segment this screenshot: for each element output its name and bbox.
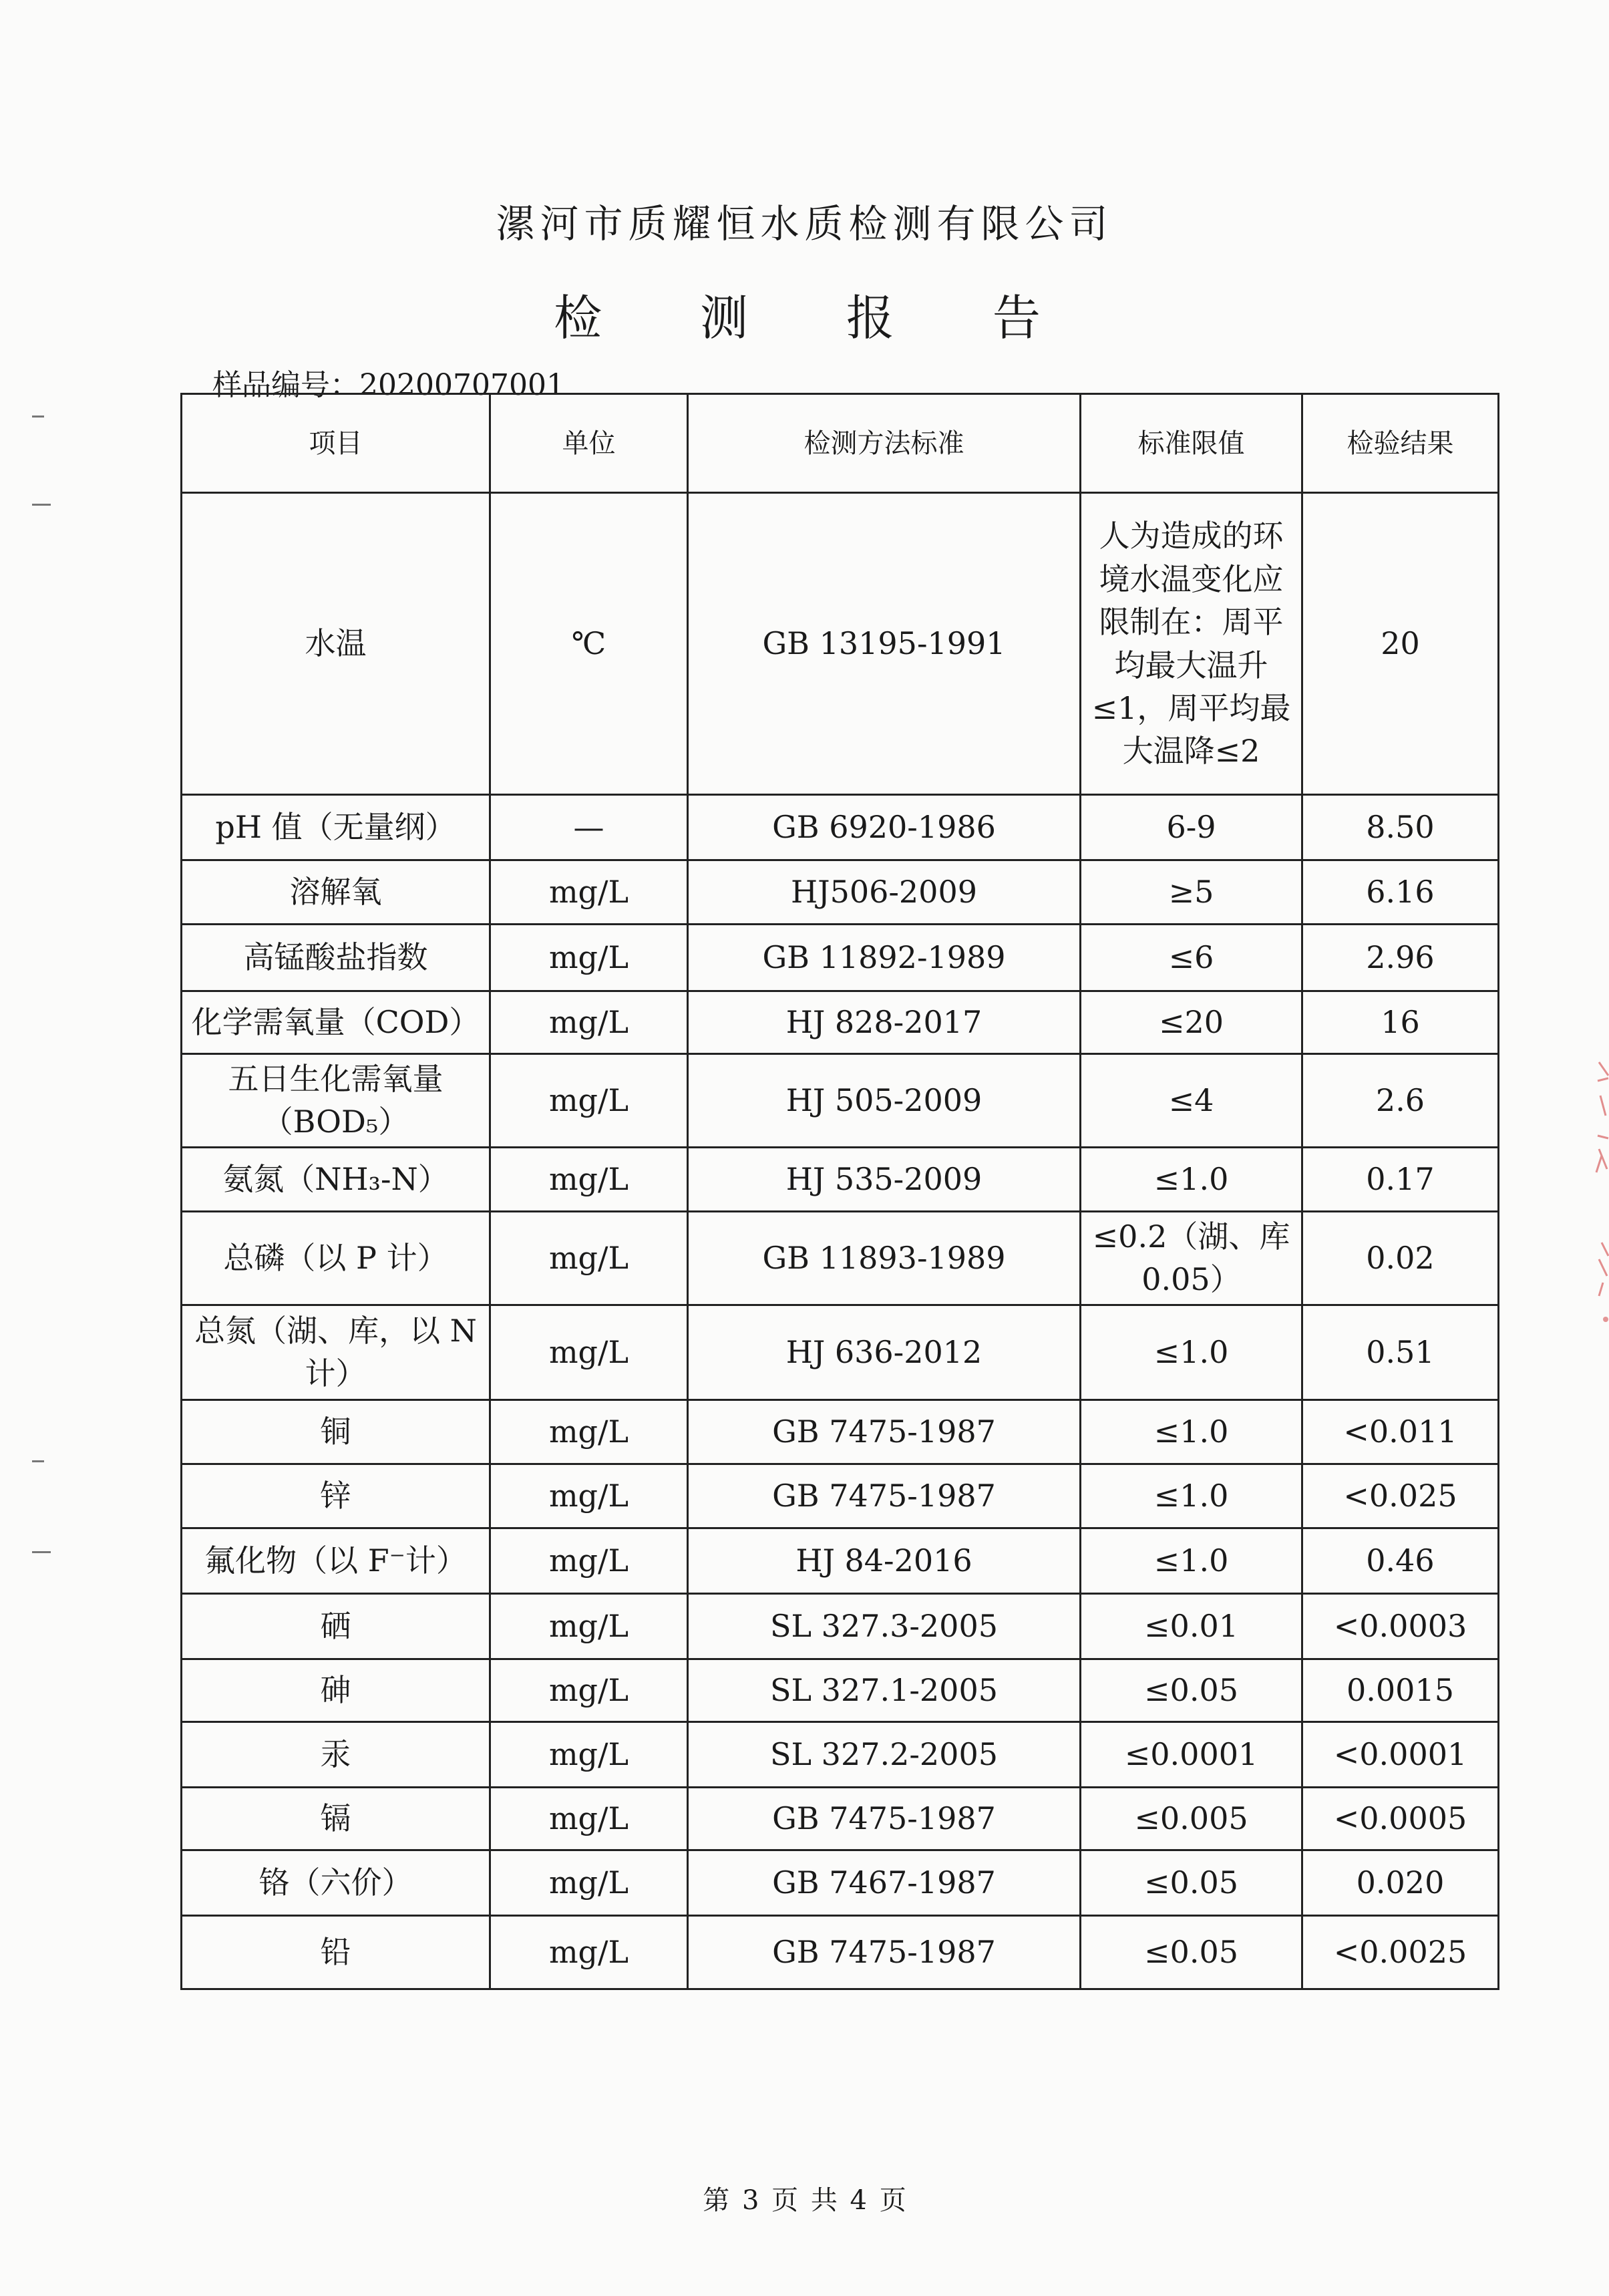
col-header-result: 检验结果 — [1302, 394, 1499, 493]
cell-result: 0.46 — [1302, 1528, 1499, 1593]
cell-limit: ≤1.0 — [1081, 1400, 1302, 1464]
page-number: 第 3 页 共 4 页 — [703, 2185, 906, 2216]
cell-limit: ≤0.005 — [1081, 1787, 1302, 1850]
table-row — [182, 1054, 1499, 1148]
margin-mark — [32, 504, 51, 506]
cell-method: GB 6920-1986 — [688, 795, 1081, 860]
cell-unit: mg/L — [490, 1528, 688, 1593]
table-row — [182, 925, 1499, 991]
cell-result: <0.011 — [1302, 1400, 1499, 1464]
cell-result: <0.0025 — [1302, 1915, 1499, 1989]
cell-method: SL 327.2-2005 — [688, 1721, 1081, 1787]
cell-result: <0.0003 — [1302, 1593, 1499, 1659]
cell-limit: ≤0.05 — [1081, 1915, 1302, 1989]
table-row — [182, 860, 1499, 925]
cell-unit: mg/L — [490, 1464, 688, 1528]
cell-unit: mg/L — [490, 1147, 688, 1211]
table-row — [182, 1593, 1499, 1659]
margin-mark — [32, 1460, 44, 1462]
cell-limit: ≤0.2（湖、库 0.05） — [1081, 1211, 1302, 1305]
cell-method: GB 7475-1987 — [688, 1400, 1081, 1464]
table-row — [182, 795, 1499, 860]
cell-result: 6.16 — [1302, 860, 1499, 925]
cell-unit: mg/L — [490, 1593, 688, 1659]
cell-unit: mg/L — [490, 1721, 688, 1787]
cell-result: 2.96 — [1302, 925, 1499, 991]
cell-limit: ≤6 — [1081, 925, 1302, 991]
table-row — [182, 1305, 1499, 1400]
cell-unit: mg/L — [490, 925, 688, 991]
table-row — [182, 1659, 1499, 1721]
cell-item: 镉 — [182, 1787, 490, 1850]
cell-limit: ≤0.05 — [1081, 1850, 1302, 1915]
sample-number-label: 样品编号： — [212, 368, 359, 402]
cell-item: 总氮（湖、库，以 N 计） — [182, 1305, 490, 1400]
cell-unit: mg/L — [490, 1305, 688, 1400]
cell-unit: mg/L — [490, 1915, 688, 1989]
cell-item: 水温 — [182, 493, 490, 795]
cell-limit: ≤4 — [1081, 1054, 1302, 1148]
table-row — [182, 1915, 1499, 1989]
cell-limit: ≤0.01 — [1081, 1593, 1302, 1659]
cell-limit: ≤1.0 — [1081, 1528, 1302, 1593]
cell-item: 溶解氧 — [182, 860, 490, 925]
cell-method: GB 11892-1989 — [688, 925, 1081, 991]
cell-item: pH 值（无量纲） — [182, 795, 490, 860]
cell-unit: mg/L — [490, 860, 688, 925]
cell-unit: mg/L — [490, 1850, 688, 1915]
cell-limit: ≤1.0 — [1081, 1464, 1302, 1528]
cell-method: HJ 505-2009 — [688, 1054, 1081, 1148]
cell-method: SL 327.3-2005 — [688, 1593, 1081, 1659]
cell-method: GB 11893-1989 — [688, 1211, 1081, 1305]
cell-unit: mg/L — [490, 1400, 688, 1464]
cell-method: GB 7475-1987 — [688, 1464, 1081, 1528]
report-title: 检 测 报 告 — [554, 290, 1082, 346]
cell-item: 锌 — [182, 1464, 490, 1528]
company-name: 漯河市质耀恒水质检测有限公司 — [496, 201, 1113, 247]
cell-unit: — — [490, 795, 688, 860]
cell-unit: mg/L — [490, 1659, 688, 1721]
cell-limit: ≥5 — [1081, 860, 1302, 925]
cell-item: 铬（六价） — [182, 1850, 490, 1915]
cell-result: <0.025 — [1302, 1464, 1499, 1528]
col-header-item: 项目 — [182, 394, 490, 493]
sample-number-value: 20200707001 — [359, 368, 565, 402]
cell-method: SL 327.1-2005 — [688, 1659, 1081, 1721]
cell-result: 16 — [1302, 991, 1499, 1054]
cell-item: 总磷（以 P 计） — [182, 1211, 490, 1305]
cell-method: HJ 535-2009 — [688, 1147, 1081, 1211]
cell-method: GB 13195-1991 — [688, 493, 1081, 795]
results-table — [180, 393, 1499, 1990]
margin-mark — [32, 416, 44, 418]
table-row — [182, 493, 1499, 795]
cell-method: GB 7467-1987 — [688, 1850, 1081, 1915]
cell-item: 氨氮（NH₃-N） — [182, 1147, 490, 1211]
table-row — [182, 991, 1499, 1054]
table-header-row — [182, 394, 1499, 493]
cell-result: 8.50 — [1302, 795, 1499, 860]
cell-method: HJ506-2009 — [688, 860, 1081, 925]
table-row — [182, 1850, 1499, 1915]
cell-limit: 6-9 — [1081, 795, 1302, 860]
cell-item: 高锰酸盐指数 — [182, 925, 490, 991]
table-row — [182, 1528, 1499, 1593]
cell-result: 2.6 — [1302, 1054, 1499, 1148]
cell-item: 铜 — [182, 1400, 490, 1464]
cell-result: 0.0015 — [1302, 1659, 1499, 1721]
table-row — [182, 1787, 1499, 1850]
cell-unit: mg/L — [490, 991, 688, 1054]
cell-result: 0.02 — [1302, 1211, 1499, 1305]
cell-item: 氟化物（以 F⁻计） — [182, 1528, 490, 1593]
cell-result: 20 — [1302, 493, 1499, 795]
cell-method: GB 7475-1987 — [688, 1787, 1081, 1850]
cell-item: 砷 — [182, 1659, 490, 1721]
table-row — [182, 1147, 1499, 1211]
cell-limit: ≤0.05 — [1081, 1659, 1302, 1721]
cell-result: <0.0005 — [1302, 1787, 1499, 1850]
cell-unit: mg/L — [490, 1054, 688, 1148]
cell-limit: ≤20 — [1081, 991, 1302, 1054]
table-row — [182, 1211, 1499, 1305]
table-row — [182, 1721, 1499, 1787]
cell-result: 0.020 — [1302, 1850, 1499, 1915]
cell-unit: mg/L — [490, 1211, 688, 1305]
col-header-method: 检测方法标准 — [688, 394, 1081, 493]
cell-method: HJ 636-2012 — [688, 1305, 1081, 1400]
col-header-unit: 单位 — [490, 394, 688, 493]
cell-limit: ≤0.0001 — [1081, 1721, 1302, 1787]
cell-result: 0.17 — [1302, 1147, 1499, 1211]
cell-method: HJ 828-2017 — [688, 991, 1081, 1054]
table-row — [182, 1400, 1499, 1464]
col-header-limit: 标准限值 — [1081, 394, 1302, 493]
cell-result: <0.0001 — [1302, 1721, 1499, 1787]
cell-method: GB 7475-1987 — [688, 1915, 1081, 1989]
cell-unit: mg/L — [490, 1787, 688, 1850]
red-stamp-fragment — [1579, 1055, 1609, 1336]
cell-item: 化学需氧量（COD） — [182, 991, 490, 1054]
cell-limit: ≤1.0 — [1081, 1147, 1302, 1211]
cell-unit: ℃ — [490, 493, 688, 795]
cell-result: 0.51 — [1302, 1305, 1499, 1400]
margin-mark — [32, 1551, 51, 1553]
cell-item: 五日生化需氧量（BOD₅） — [182, 1054, 490, 1148]
cell-limit: 人为造成的环境水温变化应限制在：周平均最大温升≤1，周平均最大温降≤2 — [1081, 493, 1302, 795]
table-row — [182, 1464, 1499, 1528]
cell-item: 铅 — [182, 1915, 490, 1989]
cell-limit: ≤1.0 — [1081, 1305, 1302, 1400]
cell-item: 汞 — [182, 1721, 490, 1787]
cell-method: HJ 84-2016 — [688, 1528, 1081, 1593]
cell-item: 硒 — [182, 1593, 490, 1659]
